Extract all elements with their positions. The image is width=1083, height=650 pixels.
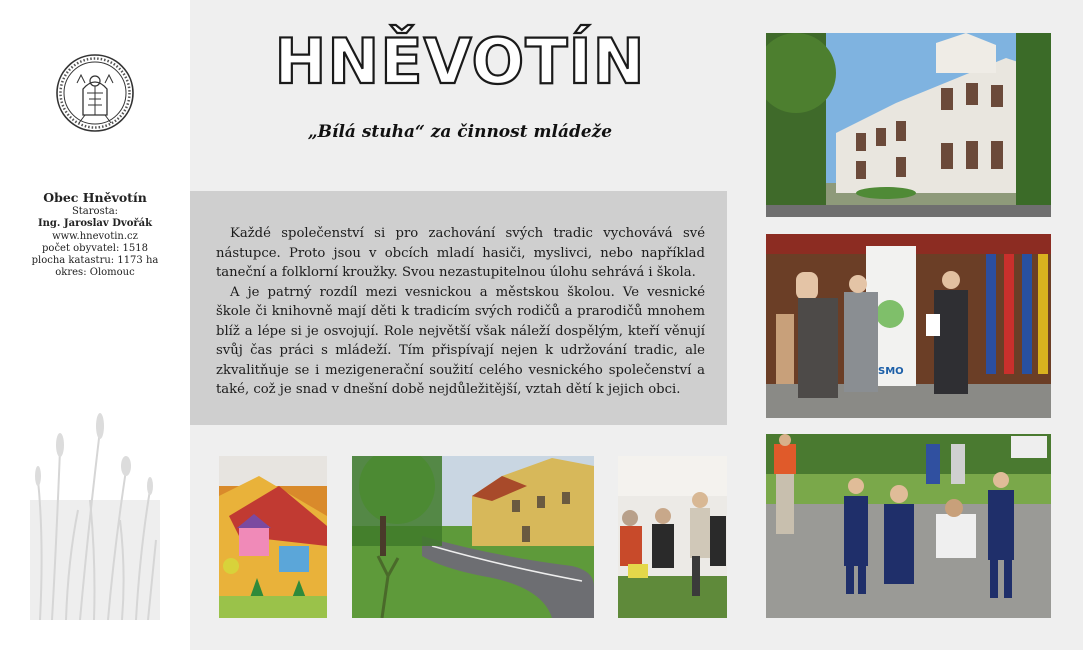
photo-children-artwork bbox=[219, 456, 327, 618]
paragraph-2: A je patrný rozdíl mezi vesnickou a městskou školou. Ve vesnické škole či knihovně mají děti k tradicím svých rodičů a prarodičů mnohem blíž a lépe si je osvojují. Role největší však náleží dospělým, kteří věnují svůj čas práci s mládeží. Tím přispívají nejen k udržování tradic, ale zkvalitňuje se i mezigenerační soužití celého vesnického společenství a také, což je snad v dnešní době nejdůležitější, vztah dětí k jejich obci. bbox=[216, 284, 705, 397]
website: www.hnevotin.cz bbox=[52, 230, 138, 242]
paragraph-1: Každé společenství si pro zachování svých tradic vychovává své nástupce. Proto jsou v obcích mladí hasiči, myslivci, nebo například taneční a folklorní kroužky. Svou nezastupitelnou úlohu sehrává i škola. bbox=[216, 226, 705, 280]
photo-school-building bbox=[766, 33, 1051, 217]
photo-traffic-playground bbox=[352, 456, 594, 618]
district: okres: Olomouc bbox=[55, 267, 135, 279]
population: počet obyvatel: 1518 bbox=[42, 242, 148, 254]
mayor-label: Starosta: bbox=[71, 206, 119, 217]
sidebar bbox=[0, 0, 190, 650]
municipality-name: Obec Hněvotín bbox=[43, 190, 147, 205]
area: plocha katastru: 1173 ha bbox=[31, 255, 159, 267]
text-box bbox=[190, 191, 727, 425]
mayor-name: Ing. Jaroslav Dvořák bbox=[37, 218, 153, 230]
grass-decoration-icon bbox=[30, 390, 160, 620]
photo-award-ceremony bbox=[766, 234, 1051, 418]
page-title: HNĚVOTÍN bbox=[274, 25, 646, 98]
photo-seniors-gathering bbox=[618, 456, 727, 618]
banner-brand-label: SMO bbox=[878, 366, 904, 377]
municipal-seal-icon bbox=[55, 53, 135, 133]
page-subtitle: „Bílá stuha“ za činnost mládeže bbox=[307, 122, 613, 142]
photo-young-firefighters bbox=[766, 434, 1051, 618]
municipality-info bbox=[0, 190, 190, 280]
